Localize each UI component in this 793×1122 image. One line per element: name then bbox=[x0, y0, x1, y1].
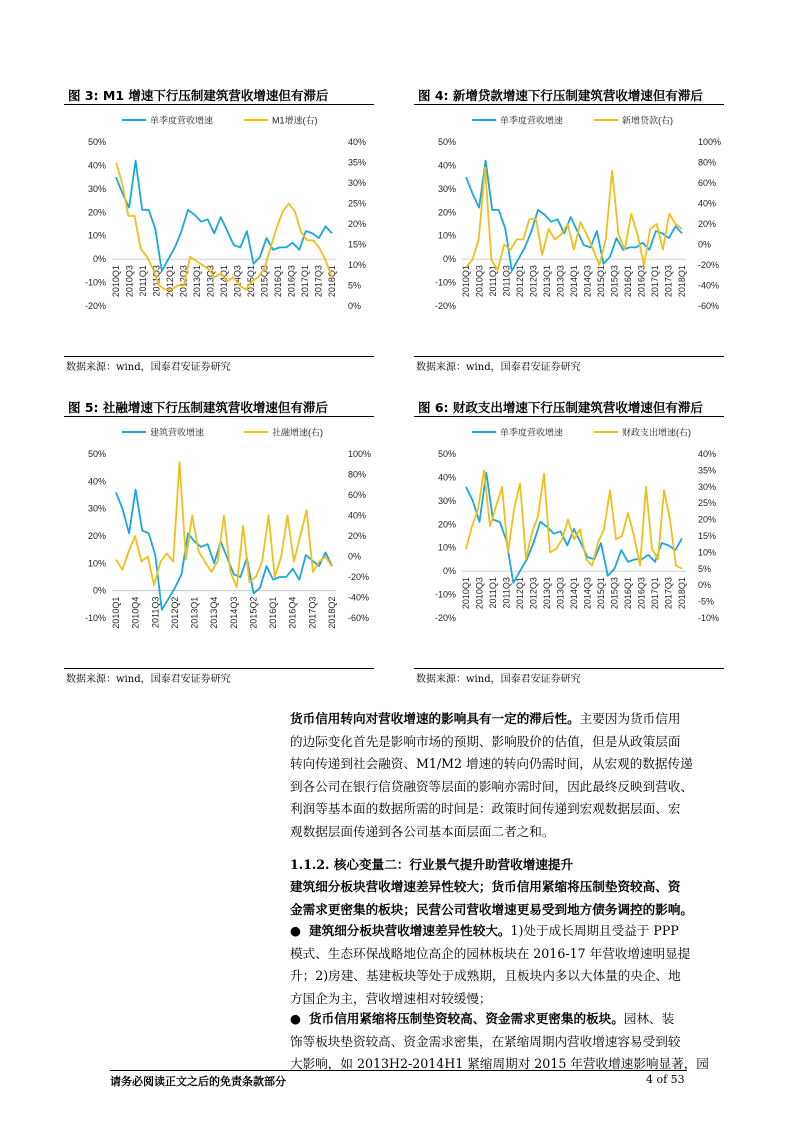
summary-line-1: 金需求更密集的板块；民营公司营收增速更易受到地方债务调控的影响。 bbox=[290, 901, 693, 917]
x-tick-label: 2016Q1 bbox=[623, 577, 633, 610]
right-tick-label: -5% bbox=[698, 596, 715, 607]
x-tick-label: 2017Q3 bbox=[663, 577, 674, 610]
x-tick-label: 2013Q3 bbox=[205, 265, 216, 298]
x-tick-label: 2018Q1 bbox=[677, 265, 687, 298]
x-tick-label: 2014Q3 bbox=[232, 265, 243, 298]
x-tick-label: 2012Q3 bbox=[178, 265, 189, 298]
left-tick-label: 30% bbox=[437, 495, 456, 506]
paragraph-lag-line-5: 观数据层面传递到各公司基本面层面二者之和。 bbox=[290, 823, 555, 839]
right-tick-label: 0% bbox=[348, 551, 362, 562]
left-tick-label: 50% bbox=[437, 449, 456, 459]
right-tick-label: 40% bbox=[698, 198, 717, 209]
figure-5-source: 数据来源：wind，国泰君安证券研究 bbox=[66, 674, 231, 685]
right-tick-label: -20% bbox=[698, 260, 720, 270]
figure-3-source: 数据来源：wind，国泰君安证券研究 bbox=[66, 362, 231, 373]
x-tick-label: 2011Q1 bbox=[488, 577, 498, 609]
x-tick-label: 2016Q1 bbox=[623, 265, 633, 298]
left-tick-label: 50% bbox=[87, 449, 106, 459]
right-tick-label: 15% bbox=[348, 239, 367, 250]
left-tick-label: -20% bbox=[434, 301, 456, 311]
paragraph-lag bbox=[290, 708, 693, 843]
chart-new-loans bbox=[414, 106, 726, 356]
x-tick-label: 2018Q1 bbox=[677, 577, 687, 610]
right-tick-label: 35% bbox=[698, 465, 717, 476]
right-tick-label: 30% bbox=[348, 178, 367, 188]
left-tick-label: 20% bbox=[87, 531, 106, 541]
left-tick-label: 10% bbox=[437, 542, 456, 553]
bullet-2-line-2: 大影响，如 2013H2-2014H1 紧缩周期对 2015 年营收增速影响显著，园 bbox=[290, 1056, 709, 1071]
figure-4-title: 图 4: 新增贷款增速下行压制建筑营收增速但有滞后 bbox=[418, 88, 703, 103]
x-tick-label: 2010Q3 bbox=[124, 265, 135, 298]
right-tick-label: -20% bbox=[348, 572, 370, 582]
x-tick-label: 2012Q1 bbox=[165, 265, 175, 298]
x-tick-label: 2010Q3 bbox=[474, 265, 485, 298]
left-tick-label: -10% bbox=[434, 589, 456, 600]
x-tick-label: 2017Q3 bbox=[313, 265, 324, 298]
bullet-1-lead: 建筑细分板块营收增速差异性较大。 bbox=[309, 923, 511, 938]
right-tick-label: 5% bbox=[348, 280, 362, 291]
x-tick-label: 2014Q1 bbox=[219, 265, 229, 298]
x-tick-label: 2011Q1 bbox=[138, 265, 148, 297]
x-tick-label: 2011Q3 bbox=[501, 577, 512, 609]
right-tick-label: 0% bbox=[698, 580, 712, 591]
x-tick-label: 2010Q3 bbox=[474, 577, 485, 610]
series-line-1 bbox=[116, 462, 332, 587]
footer-page-number: 4 of 53 bbox=[646, 1073, 685, 1086]
right-tick-label: 20% bbox=[348, 531, 367, 541]
x-tick-label: 2010Q1 bbox=[461, 265, 471, 298]
paragraph-lag-line-1: 的边际变化首先是影响市场的预期、影响股价的估值，但是从政策层面 bbox=[290, 733, 681, 749]
bullet-1-line-3: 方国企为主，营收增速相对较缓慢； bbox=[290, 990, 492, 1006]
x-tick-label: 2013Q1 bbox=[542, 265, 552, 298]
legend-label-0: 单季度营收增速 bbox=[150, 115, 214, 126]
x-tick-label: 2017Q1 bbox=[300, 265, 310, 298]
left-tick-label: 30% bbox=[87, 183, 106, 194]
x-tick-label: 2015Q3 bbox=[609, 265, 620, 298]
x-tick-label: 2016Q3 bbox=[636, 577, 647, 610]
x-tick-label: 2013Q3 bbox=[555, 265, 566, 298]
left-tick-label: 20% bbox=[437, 207, 456, 218]
chart-fiscal-spending bbox=[414, 418, 726, 668]
series-line-0 bbox=[466, 161, 682, 271]
right-tick-label: 35% bbox=[348, 157, 367, 168]
right-tick-label: -10% bbox=[698, 613, 720, 623]
bullet-1 bbox=[290, 920, 690, 1010]
right-tick-label: 40% bbox=[348, 137, 367, 147]
x-tick-label: 2015Q2 bbox=[248, 596, 259, 629]
x-tick-label: 2017Q1 bbox=[650, 577, 660, 610]
legend-label-1: 新增贷款(右) bbox=[622, 115, 673, 126]
right-tick-label: 20% bbox=[348, 219, 367, 229]
series-line-1 bbox=[466, 168, 682, 271]
right-tick-label: 0% bbox=[698, 239, 712, 250]
bullet-1-line-0: 1)处于成长周期且受益于 PPP bbox=[510, 923, 679, 938]
right-tick-label: 25% bbox=[698, 498, 717, 509]
x-tick-label: 2011Q3 bbox=[501, 265, 512, 297]
section-heading: 1.1.2. 核心变量二：行业景气提升助营收增速提升 bbox=[290, 857, 574, 872]
x-tick-label: 2015Q3 bbox=[609, 577, 620, 610]
right-tick-label: 20% bbox=[698, 514, 717, 525]
right-tick-label: -40% bbox=[348, 592, 370, 603]
x-tick-label: 2015Q1 bbox=[596, 577, 606, 610]
x-tick-label: 2016Q1 bbox=[273, 265, 283, 298]
paragraph-lag-lead: 货币信用转向对营收增速的影响具有一定的滞后性。 bbox=[290, 711, 580, 726]
footer-disclaimer: 请务必阅读正文之后的免责条款部分 bbox=[110, 1075, 286, 1088]
legend-label-0: 单季度营收增速 bbox=[500, 115, 564, 126]
bullet-2-marker: ● bbox=[290, 1011, 301, 1026]
x-tick-label: 2016Q4 bbox=[287, 596, 298, 629]
legend-label-1: 财政支出增速(右) bbox=[622, 427, 691, 438]
right-tick-label: 100% bbox=[698, 137, 722, 147]
x-tick-label: 2010Q4 bbox=[130, 596, 141, 629]
summary-line-0: 建筑细分板块营收增速差异性较大；货币信用紧缩将压制垫资较高、资 bbox=[290, 879, 681, 894]
paragraph-lag-line-3: 到各公司在银行信贷融资等层面的影响亦需时间，因此最终反映到营收、 bbox=[290, 778, 693, 794]
series-line-0 bbox=[116, 161, 332, 271]
left-tick-label: 0% bbox=[92, 254, 106, 265]
x-tick-label: 2014Q3 bbox=[582, 265, 593, 298]
right-tick-label: 25% bbox=[348, 198, 367, 209]
left-tick-label: 40% bbox=[437, 160, 456, 171]
legend-label-0: 建筑营收增速 bbox=[150, 427, 205, 438]
chart-social-financing bbox=[64, 418, 376, 668]
right-tick-label: -60% bbox=[698, 301, 720, 311]
legend-label-1: M1增速(右) bbox=[272, 115, 318, 126]
left-tick-label: 20% bbox=[437, 519, 456, 530]
series-line-0 bbox=[116, 490, 332, 610]
x-tick-label: 2012Q1 bbox=[515, 265, 525, 298]
left-tick-label: 10% bbox=[437, 230, 456, 241]
right-tick-label: 80% bbox=[348, 469, 367, 480]
right-tick-label: 10% bbox=[698, 547, 717, 558]
left-tick-label: -10% bbox=[434, 277, 456, 288]
left-tick-label: 40% bbox=[437, 472, 456, 483]
x-tick-label: 2013Q1 bbox=[189, 596, 200, 629]
bullet-1-line-2: 升；2)房建、基建板块等处于成熟期，且板块内多以大体量的央企、地 bbox=[290, 968, 681, 983]
x-tick-label: 2016Q1 bbox=[268, 596, 279, 629]
x-tick-label: 2013Q1 bbox=[192, 265, 202, 298]
x-tick-label: 2012Q2 bbox=[169, 596, 180, 629]
bullet-2-line-1: 饰等板块垫资较高、资金需求密集，在紧缩周期内营收增速容易受到较 bbox=[290, 1033, 681, 1049]
right-tick-label: 80% bbox=[698, 157, 717, 168]
x-tick-label: 2017Q3 bbox=[307, 596, 318, 629]
left-tick-label: 50% bbox=[437, 137, 456, 147]
x-tick-label: 2012Q3 bbox=[528, 265, 539, 298]
right-tick-label: -60% bbox=[348, 613, 370, 623]
x-tick-label: 2015Q1 bbox=[246, 265, 256, 298]
x-tick-label: 2014Q1 bbox=[569, 265, 579, 298]
figure-6-source: 数据来源：wind，国泰君安证券研究 bbox=[416, 674, 581, 685]
left-tick-label: 40% bbox=[87, 476, 106, 487]
right-tick-label: -40% bbox=[698, 280, 720, 291]
left-tick-label: 0% bbox=[442, 254, 456, 265]
x-tick-label: 2011Q3 bbox=[150, 596, 161, 629]
figure-5-title: 图 5: 社融增速下行压制建筑营收增速但有滞后 bbox=[68, 400, 328, 415]
right-tick-label: 100% bbox=[348, 449, 372, 459]
x-tick-label: 2012Q1 bbox=[515, 577, 525, 610]
left-tick-label: -20% bbox=[84, 301, 106, 311]
right-tick-label: 60% bbox=[698, 178, 717, 188]
left-tick-label: 0% bbox=[92, 585, 106, 596]
series-line-1 bbox=[466, 470, 682, 568]
left-tick-label: 30% bbox=[437, 183, 456, 194]
figure-6-title: 图 6: 财政支出增速下行压制建筑营收增速但有滞后 bbox=[418, 400, 703, 415]
left-tick-label: -20% bbox=[434, 613, 456, 623]
left-tick-label: 0% bbox=[442, 566, 456, 577]
paragraph-lag-line-4: 利润等基本面的数据所需的时间是：政策时间传递到宏观数据层面、宏 bbox=[290, 801, 681, 816]
left-tick-label: 50% bbox=[87, 137, 106, 147]
figure-3-title: 图 3: M1 增速下行压制建筑营收增速但有滞后 bbox=[68, 88, 329, 103]
bullet-2-lead: 货币信用紧缩将压制垫资较高、资金需求更密集的板块。 bbox=[309, 1011, 624, 1026]
x-tick-label: 2010Q1 bbox=[111, 596, 121, 629]
x-tick-label: 2016Q3 bbox=[286, 265, 297, 298]
bullet-1-line-1: 模式、生态环保战略地位高企的园林板块在 2016-17 年营收增速明显提 bbox=[290, 945, 691, 961]
x-tick-label: 2011Q1 bbox=[488, 265, 498, 297]
bullet-2-line-0: 园林、装 bbox=[623, 1011, 675, 1026]
x-tick-label: 2017Q1 bbox=[650, 265, 660, 298]
left-tick-label: -10% bbox=[84, 277, 106, 288]
left-tick-label: 10% bbox=[87, 230, 106, 241]
bullet-2 bbox=[290, 1008, 709, 1076]
x-tick-label: 2018Q2 bbox=[327, 596, 337, 629]
left-tick-label: 40% bbox=[87, 160, 106, 171]
left-tick-label: 10% bbox=[87, 558, 106, 569]
x-tick-label: 2018Q1 bbox=[327, 265, 337, 298]
x-tick-label: 2014Q3 bbox=[228, 596, 239, 629]
right-tick-label: 15% bbox=[698, 531, 717, 541]
legend-label-0: 单季度营收增速 bbox=[500, 427, 564, 438]
x-tick-label: 2010Q1 bbox=[461, 577, 471, 610]
x-tick-label: 2013Q4 bbox=[209, 596, 220, 629]
left-tick-label: 20% bbox=[87, 207, 106, 218]
x-tick-label: 2014Q1 bbox=[569, 577, 579, 610]
x-tick-label: 2015Q1 bbox=[596, 265, 606, 298]
paragraph-lag-line-0: 主要因为货币信用 bbox=[579, 711, 681, 726]
chart-m1 bbox=[64, 106, 376, 356]
summary bbox=[290, 876, 693, 921]
x-tick-label: 2016Q3 bbox=[636, 265, 647, 298]
right-tick-label: 40% bbox=[698, 449, 717, 459]
x-tick-label: 2015Q3 bbox=[259, 265, 270, 298]
figure-4-source: 数据来源：wind，国泰君安证券研究 bbox=[416, 362, 581, 373]
right-tick-label: 0% bbox=[348, 301, 362, 311]
right-tick-label: 5% bbox=[698, 563, 712, 574]
bullet-1-marker: ● bbox=[290, 923, 301, 938]
x-tick-label: 2013Q3 bbox=[555, 577, 566, 610]
left-tick-label: -10% bbox=[84, 613, 106, 623]
x-tick-label: 2012Q3 bbox=[528, 577, 539, 610]
x-tick-label: 2013Q1 bbox=[542, 577, 552, 610]
x-tick-label: 2011Q3 bbox=[151, 265, 162, 297]
x-tick-label: 2010Q1 bbox=[111, 265, 121, 298]
x-tick-label: 2017Q3 bbox=[663, 265, 674, 298]
paragraph-lag-line-2: 转向传递到社会融资、M1/M2 增速的转向仍需时间，从宏观的数据传递 bbox=[290, 756, 693, 771]
right-tick-label: 40% bbox=[348, 510, 367, 521]
x-tick-label: 2014Q3 bbox=[582, 577, 593, 610]
right-tick-label: 30% bbox=[698, 481, 717, 492]
right-tick-label: 20% bbox=[698, 219, 717, 229]
legend-label-1: 社融增速(右) bbox=[272, 427, 323, 438]
left-tick-label: 30% bbox=[87, 503, 106, 514]
right-tick-label: 60% bbox=[348, 490, 367, 500]
right-tick-label: 10% bbox=[348, 260, 367, 270]
